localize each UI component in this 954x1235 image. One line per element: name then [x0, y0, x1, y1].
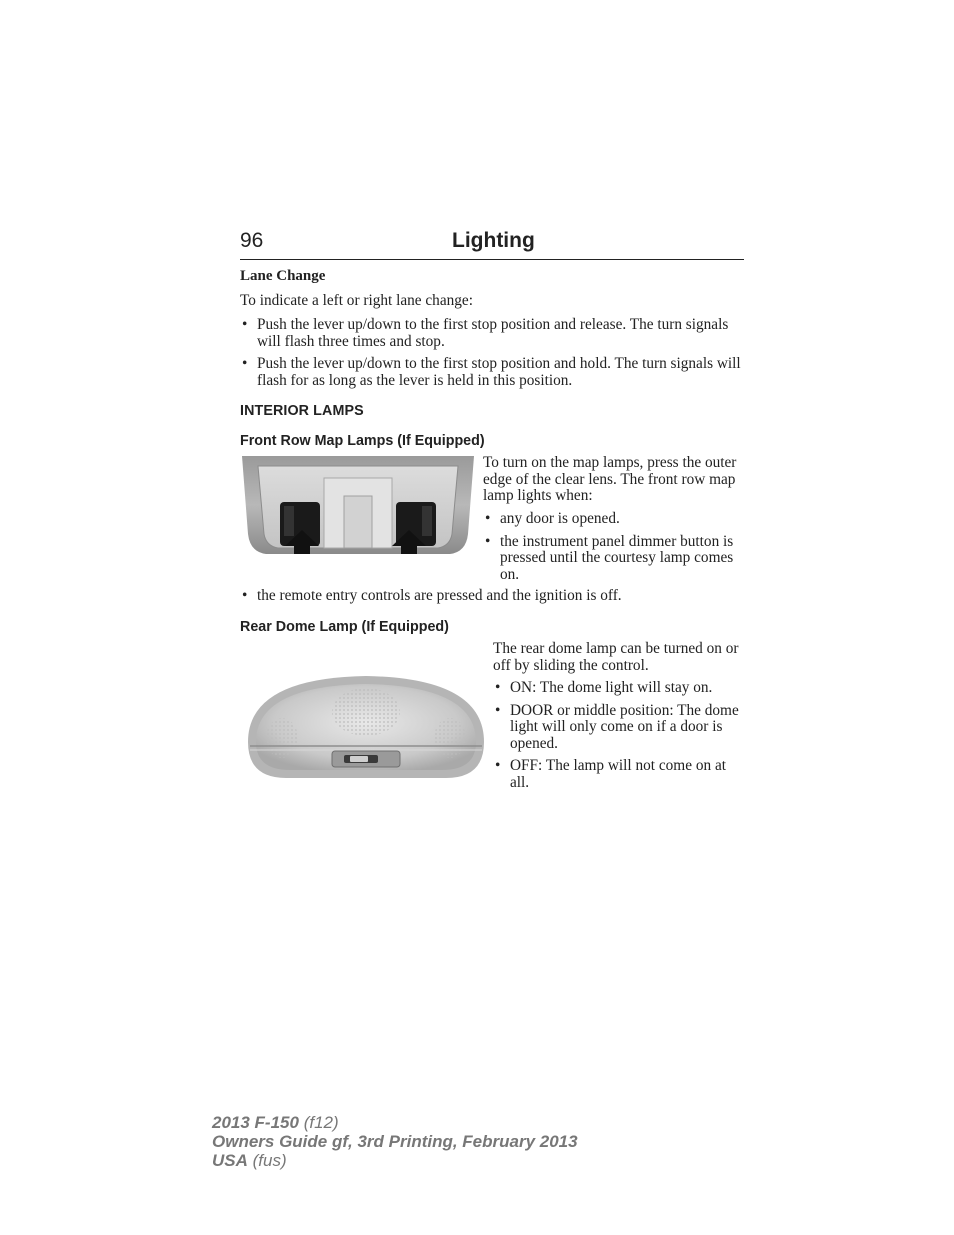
footer-line-3: [212, 1151, 578, 1170]
dome-lamp-drawing: [246, 672, 486, 782]
front-row-intro: To turn on the map lamps, press the outer edge of the clear lens. The front row map lamp lights when:: [483, 454, 737, 504]
map-lamp-drawing: [240, 456, 476, 556]
footer: [212, 1113, 578, 1170]
list-item: • ON: The dome light will stay on.: [493, 680, 745, 697]
page-title: Lighting: [452, 229, 535, 252]
front-row-heading: Front Row Map Lamps (If Equipped): [240, 433, 485, 449]
footer-line-1: [212, 1113, 578, 1132]
list-item: • Push the lever up/down to the first stop position and release. The turn signals will flash three times and stop.: [240, 317, 746, 350]
footer-line-2: Owners Guide gf, 3rd Printing, February 2013: [212, 1132, 578, 1151]
footer-model-code: (f12): [303, 1113, 339, 1132]
rear-dome-bullets: [493, 680, 745, 791]
list-item: • any door is opened.: [483, 511, 745, 528]
footer-region: USA: [212, 1151, 248, 1170]
footer-region-code: (fus): [252, 1151, 287, 1170]
footer-model: 2013 F-150: [212, 1113, 299, 1132]
list-item: • DOOR or middle position: The dome light will only come on if a door is opened.: [493, 703, 745, 753]
rear-dome-intro: The rear dome lamp can be turned on or off by sliding the control.: [493, 640, 739, 674]
list-item: • the instrument panel dimmer button is pressed until the courtesy lamp comes on.: [483, 534, 745, 584]
front-row-bullets-continued: [240, 588, 746, 605]
page-number: 96: [240, 229, 264, 252]
list-item: • OFF: The lamp will not come on at all.: [493, 758, 745, 791]
dome-lamp-illustration: [246, 672, 486, 782]
front-row-bullets: [483, 511, 745, 583]
lane-change-intro: To indicate a left or right lane change:: [240, 292, 473, 309]
lane-change-heading: Lane Change: [240, 268, 326, 284]
lane-change-bullets: [240, 317, 746, 389]
rear-dome-heading: Rear Dome Lamp (If Equipped): [240, 619, 449, 635]
list-item: • the remote entry controls are pressed and the ignition is off.: [240, 588, 746, 605]
interior-lamps-heading: INTERIOR LAMPS: [240, 403, 364, 419]
page-header: [240, 228, 744, 260]
map-lamp-illustration: [240, 456, 476, 556]
list-item: • Push the lever up/down to the first stop position and hold. The turn signals will flash for as long as the lever is held in this position.: [240, 356, 746, 389]
